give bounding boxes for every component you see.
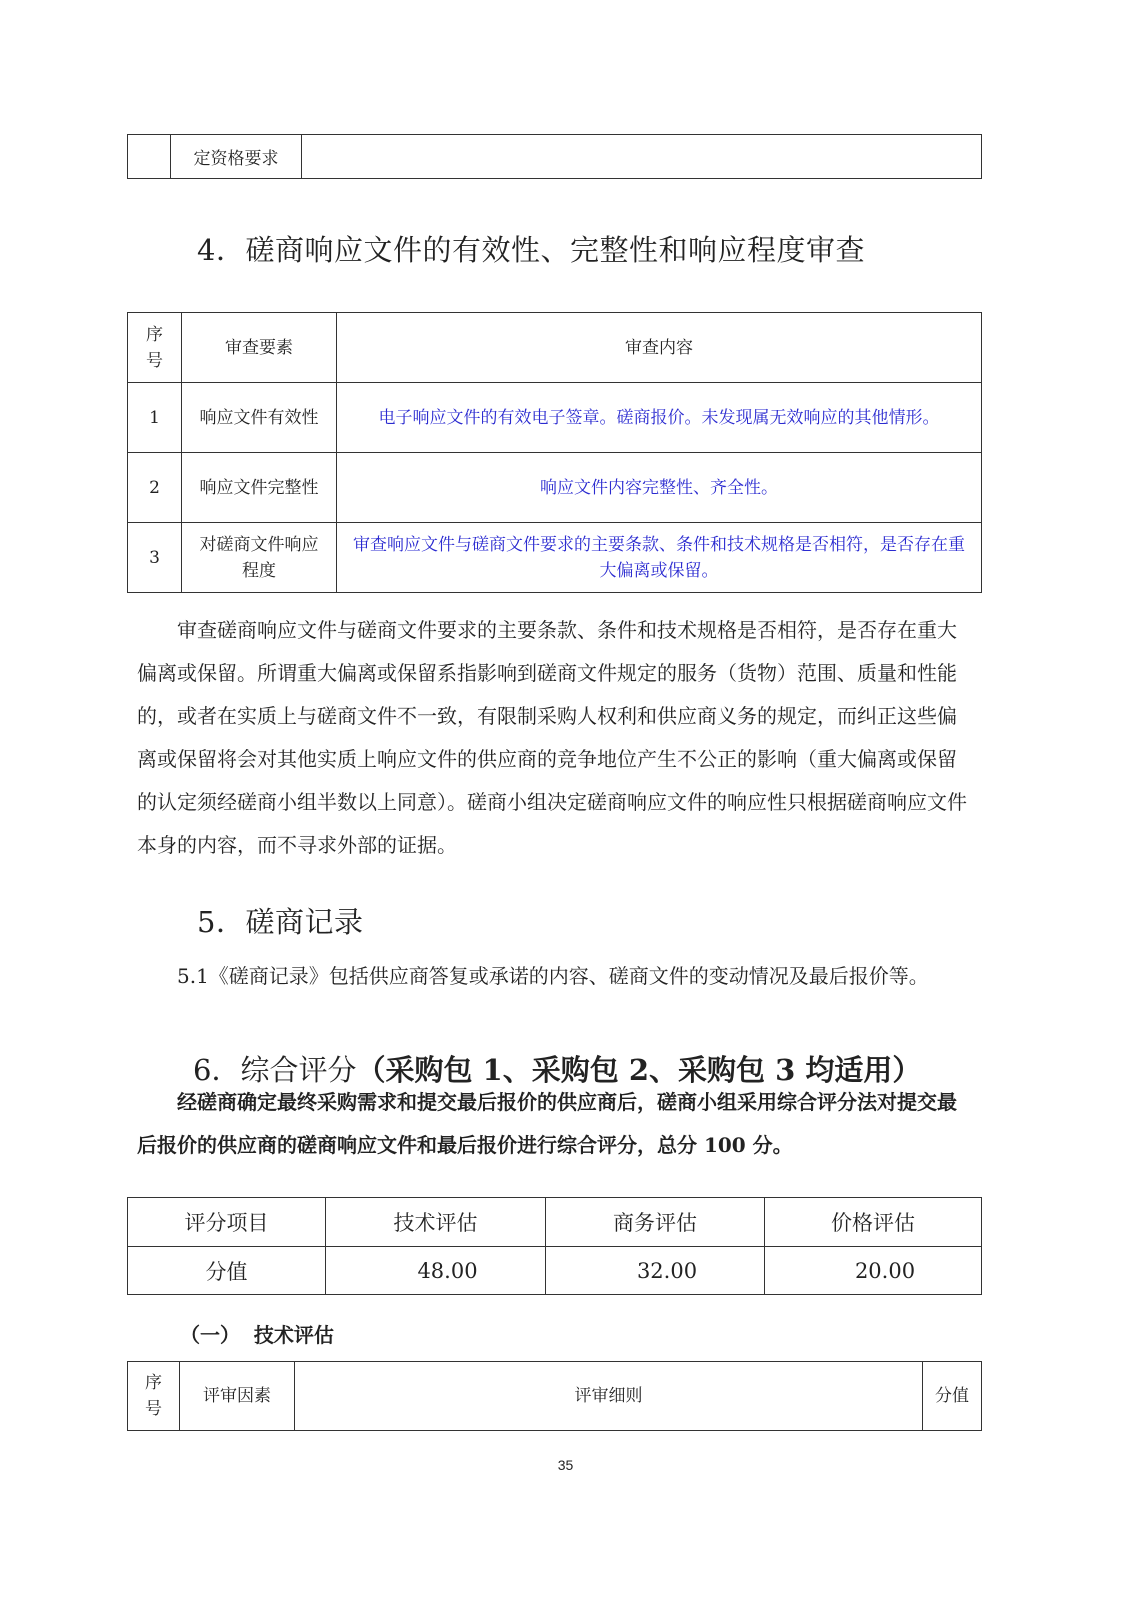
header-content: 审查内容 [337, 313, 982, 383]
header-item: 评分项目 [128, 1198, 326, 1247]
header-element: 审查要素 [182, 313, 337, 383]
row-content: 审查响应文件与磋商文件要求的主要条款、条件和技术规格是否相符，是否存在重大偏离或保留。 [337, 523, 982, 593]
header-price: 价格评估 [765, 1198, 982, 1247]
table-row [128, 383, 982, 453]
header-no: 序 号 [128, 1362, 180, 1431]
section6-paragraph: 经磋商确定最终采购需求和提交最后报价的供应商后，磋商小组采用综合评分法对提交最后报价的供应商的磋商响应文件和最后报价进行综合评分，总分 100 分。 [137, 1090, 957, 1157]
qualification-table [127, 134, 982, 179]
header-business: 商务评估 [546, 1198, 765, 1247]
row-content: 响应文件内容完整性、齐全性。 [337, 453, 982, 523]
table-cell [171, 135, 302, 179]
score-tech: 48.00 [326, 1247, 546, 1295]
table-cell [302, 135, 982, 179]
row-no: 2 [128, 453, 182, 523]
section6-title-prefix: 6．综合评分 [193, 1053, 357, 1087]
tech-eval-heading: （一） 技术评估 [180, 1323, 334, 1347]
header-rules: 评审细则 [295, 1362, 923, 1431]
table-header-row [128, 1362, 982, 1431]
section4-title: 4．磋商响应文件的有效性、完整性和响应程度审查 [197, 233, 865, 267]
header-no: 序 号 [128, 313, 182, 383]
row-element: 对磋商文件响应程度 [182, 523, 337, 593]
table-header-row [128, 1198, 982, 1247]
table-row [128, 453, 982, 523]
score-price: 20.00 [765, 1247, 982, 1295]
header-tech: 技术评估 [326, 1198, 546, 1247]
header-score: 分值 [923, 1362, 982, 1431]
row-label: 分值 [128, 1247, 326, 1295]
section5-paragraph: 5.1《磋商记录》包括供应商答复或承诺的内容、磋商文件的变动情况及最后报价等。 [177, 964, 929, 988]
section5-title: 5．磋商记录 [197, 905, 364, 939]
page-number: 35 [557, 1457, 574, 1473]
row-content: 电子响应文件的有效电子签章。磋商报价。未发现属无效响应的其他情形。 [337, 383, 982, 453]
table-row [128, 523, 982, 593]
table-row [128, 1247, 982, 1295]
row-element: 响应文件完整性 [182, 453, 337, 523]
table-cell [128, 135, 171, 179]
table-header-row [128, 313, 982, 383]
qualification-label: 定资格要求 [193, 149, 279, 169]
row-no: 1 [128, 383, 182, 453]
section4-paragraph: 审查磋商响应文件与磋商文件要求的主要条款、条件和技术规格是否相符，是否存在重大偏离或保留。所谓重大偏离或保留系指影响到磋商文件规定的服务（货物）范围、质量和性能的，或者在实质上与磋商文件不一致，有限制采购人权利和供应商义务的规定，而纠正这些偏离或保留将会对其他实质上响应文件的供应商的竞争地位产生不公正的影响（重大偏离或保留的认定须经磋商小组半数以上同意）。磋商小组决定磋商响应文件的响应性只根据磋商响应文件本身的内容，而不寻求外部的证据。 [137, 618, 967, 857]
score-business: 32.00 [546, 1247, 765, 1295]
section6-title-suffix: （采购包 1、采购包 2、采购包 3 均适用） [356, 1053, 922, 1087]
row-element: 响应文件有效性 [182, 383, 337, 453]
tech-eval-table [127, 1361, 982, 1431]
score-table [127, 1197, 982, 1295]
review-table [127, 312, 982, 593]
header-factor: 评审因素 [180, 1362, 295, 1431]
row-no: 3 [128, 523, 182, 593]
